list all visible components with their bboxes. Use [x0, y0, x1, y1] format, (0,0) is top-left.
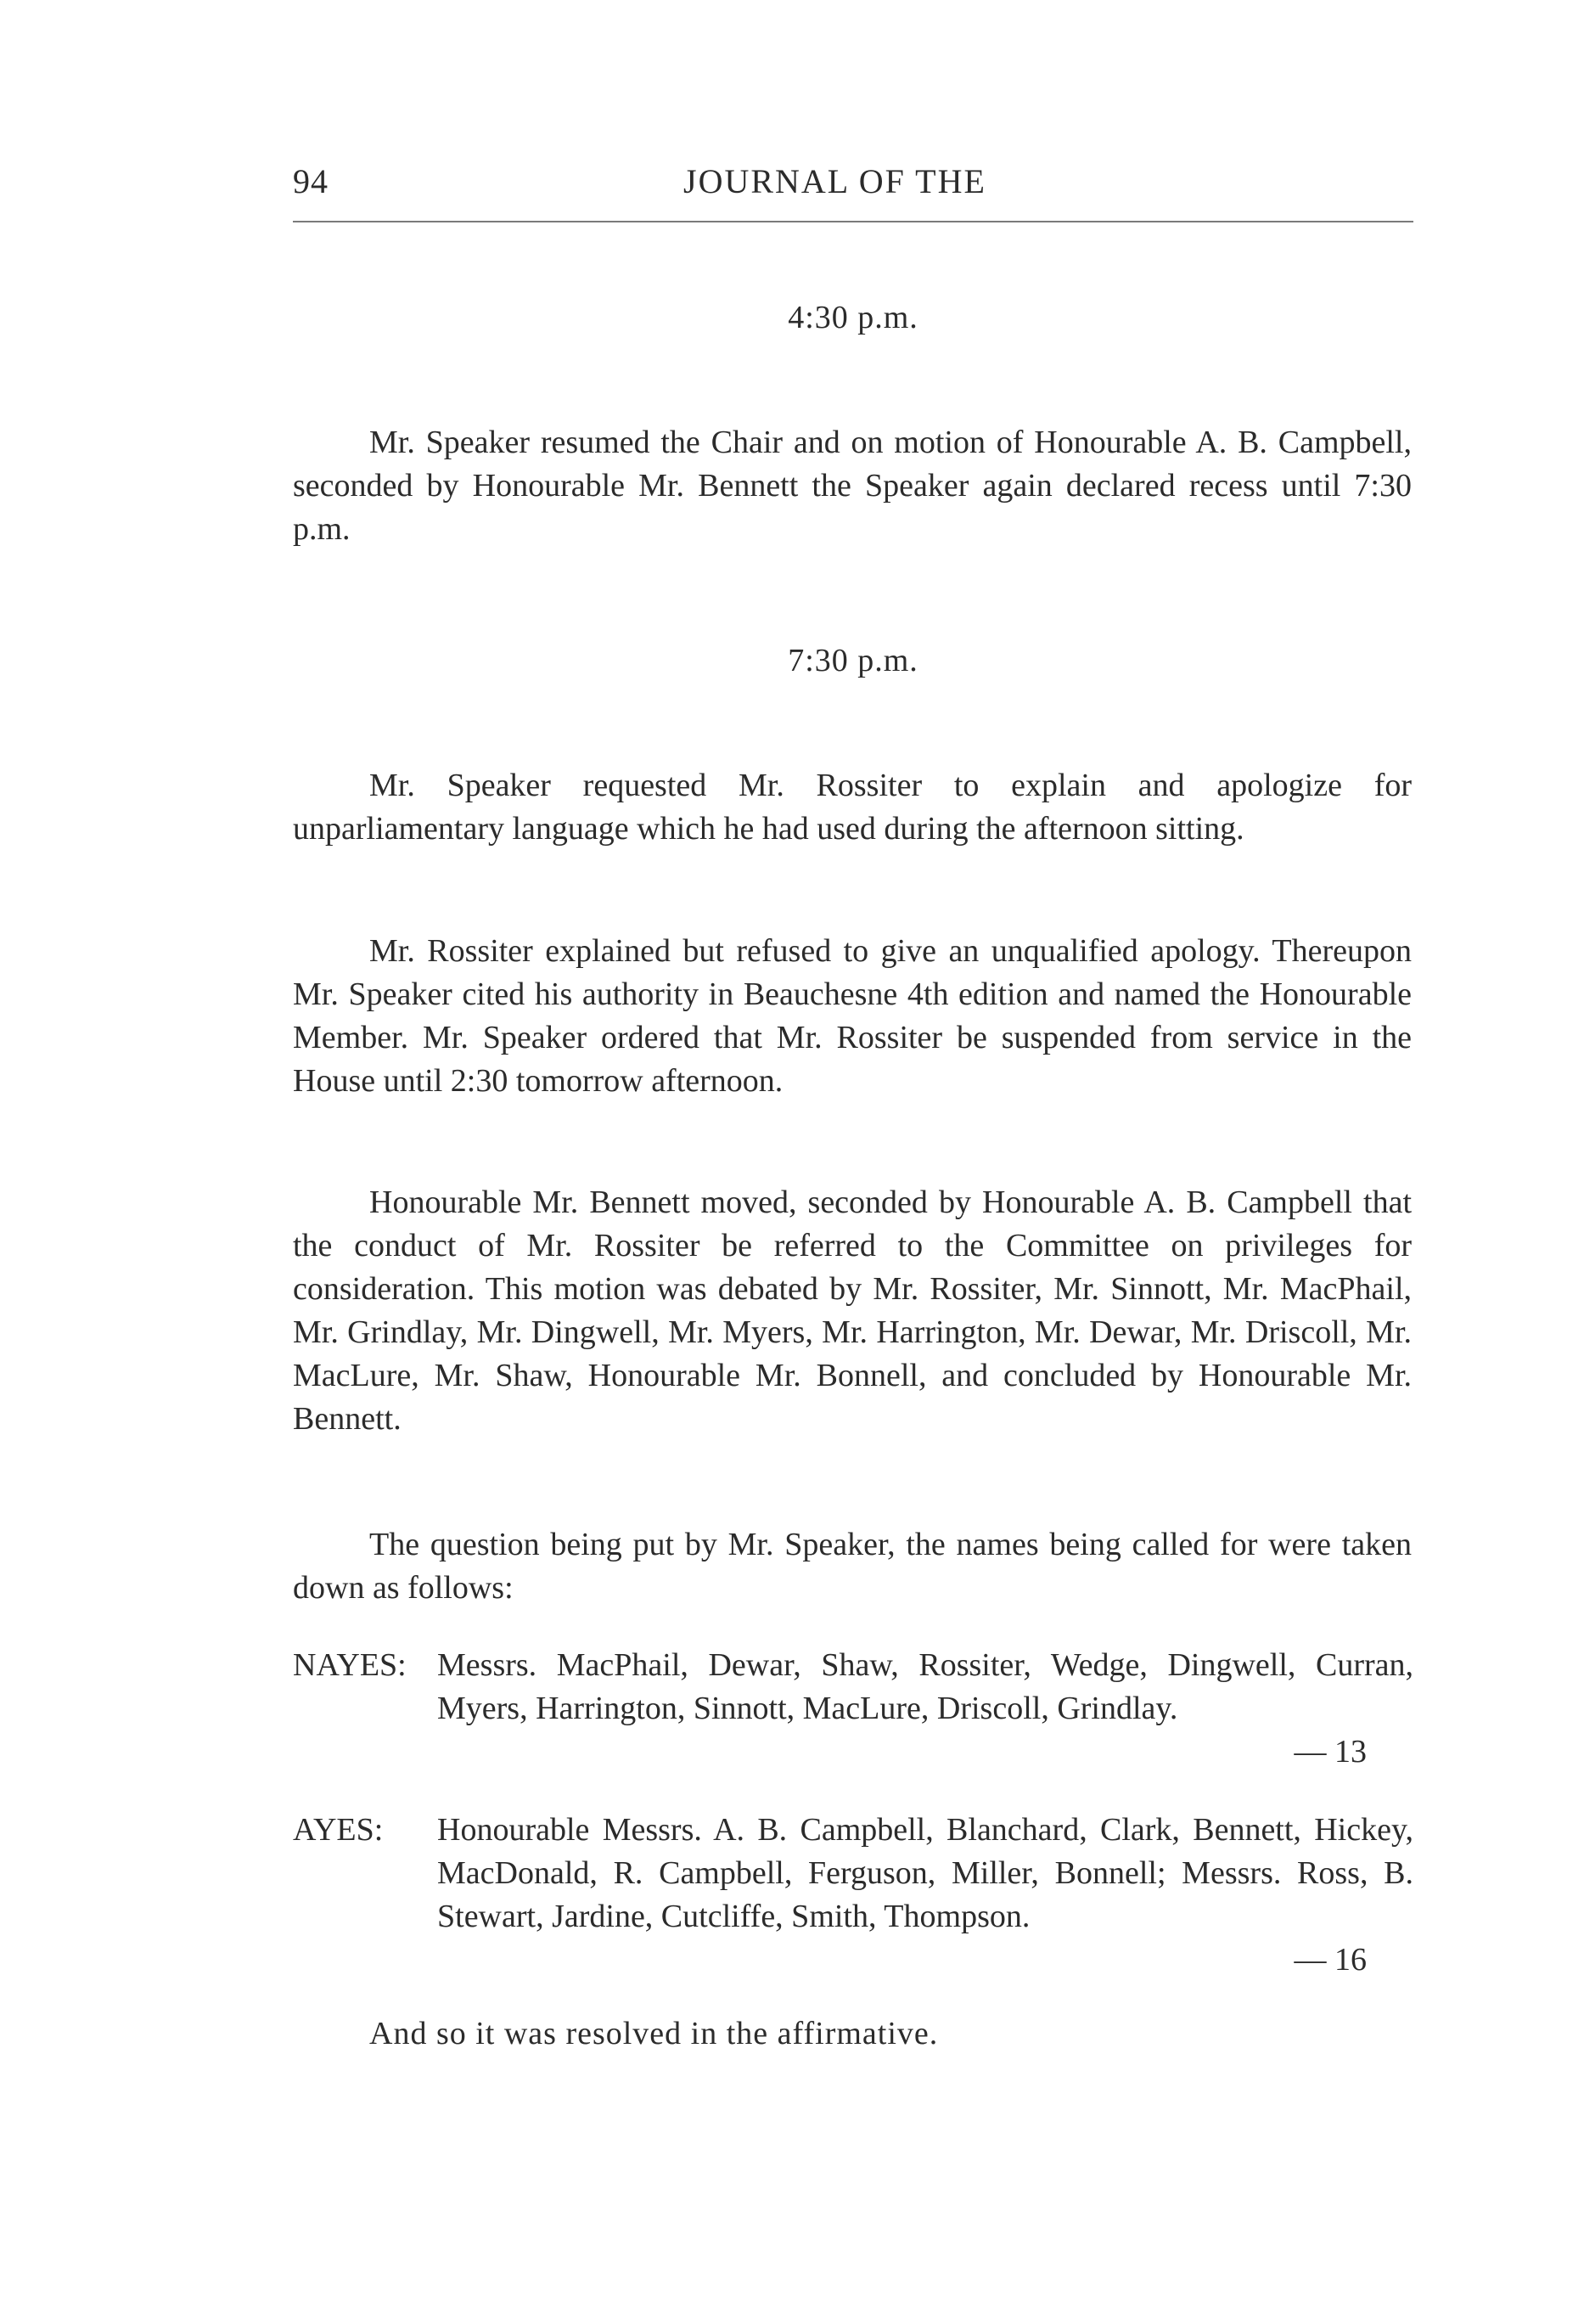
nayes-count: — 13	[1294, 1734, 1367, 1770]
ayes-block	[293, 1809, 1413, 1983]
nayes-names: Messrs. MacPhail, Dewar, Shaw, Rossiter, Wedge, Dingwell, Curran, Myers, Harrington, Sinnott, MacLure, Driscoll, Grindlay.	[437, 1647, 1413, 1726]
paragraph-request-apology: Mr. Speaker requested Mr. Rossiter to explain and apologize for unparliamentary language which he had used during the afternoon sitting.	[293, 768, 1412, 847]
nayes-block	[293, 1644, 1413, 1775]
running-head: JOURNAL OF THE	[683, 162, 986, 200]
paragraph-division: The question being put by Mr. Speaker, the names being called for were taken down as follows:	[293, 1527, 1412, 1606]
page-header	[293, 161, 1413, 222]
page-number: 94	[293, 162, 329, 200]
paragraph-recess: Mr. Speaker resumed the Chair and on motion of Honourable A. B. Campbell, seconded by Honourable Mr. Bennett the Speaker again declared recess until 7:30 p.m.	[293, 425, 1412, 547]
closing-line: And so it was resolved in the affirmative.	[369, 2016, 939, 2051]
ayes-label: AYES:	[293, 1812, 384, 1848]
time-heading-first: 4:30 p.m.	[788, 300, 918, 335]
ayes-count: — 16	[1294, 1942, 1367, 1978]
nayes-label: NAYES:	[293, 1647, 407, 1683]
paragraph-motion: Honourable Mr. Bennett moved, seconded by Honourable A. B. Campbell that the conduct of Mr. Rossiter be referred to the Committee on privileges for consideration. This motion was debated by Mr. Rossiter, Mr. Sinnott, Mr. MacPhail, Mr. Grindlay, Mr. Dingwell, Mr. Myers, Mr. Harrington, Mr. Dewar, Mr. Driscoll, Mr. MacLure, Mr. Shaw, Honourable Mr. Bonnell, and concluded by Honourable Mr. Bennett.	[293, 1185, 1412, 1437]
time-heading-second: 7:30 p.m.	[788, 643, 918, 678]
ayes-names: Honourable Messrs. A. B. Campbell, Blanchard, Clark, Bennett, Hickey, MacDonald, R. Campbell, Ferguson, Miller, Bonnell; Messrs. Ross, B. Stewart, Jardine, Cutcliffe, Smith, Thompson.	[437, 1812, 1413, 1934]
paragraph-suspension: Mr. Rossiter explained but refused to give an unqualified apology. Thereupon Mr. Speaker cited his authority in Beauchesne 4th edition and named the Honourable Member. Mr. Speaker ordered that Mr. Rossiter be suspended from service in the House until 2:30 tomorrow afternoon.	[293, 933, 1412, 1099]
